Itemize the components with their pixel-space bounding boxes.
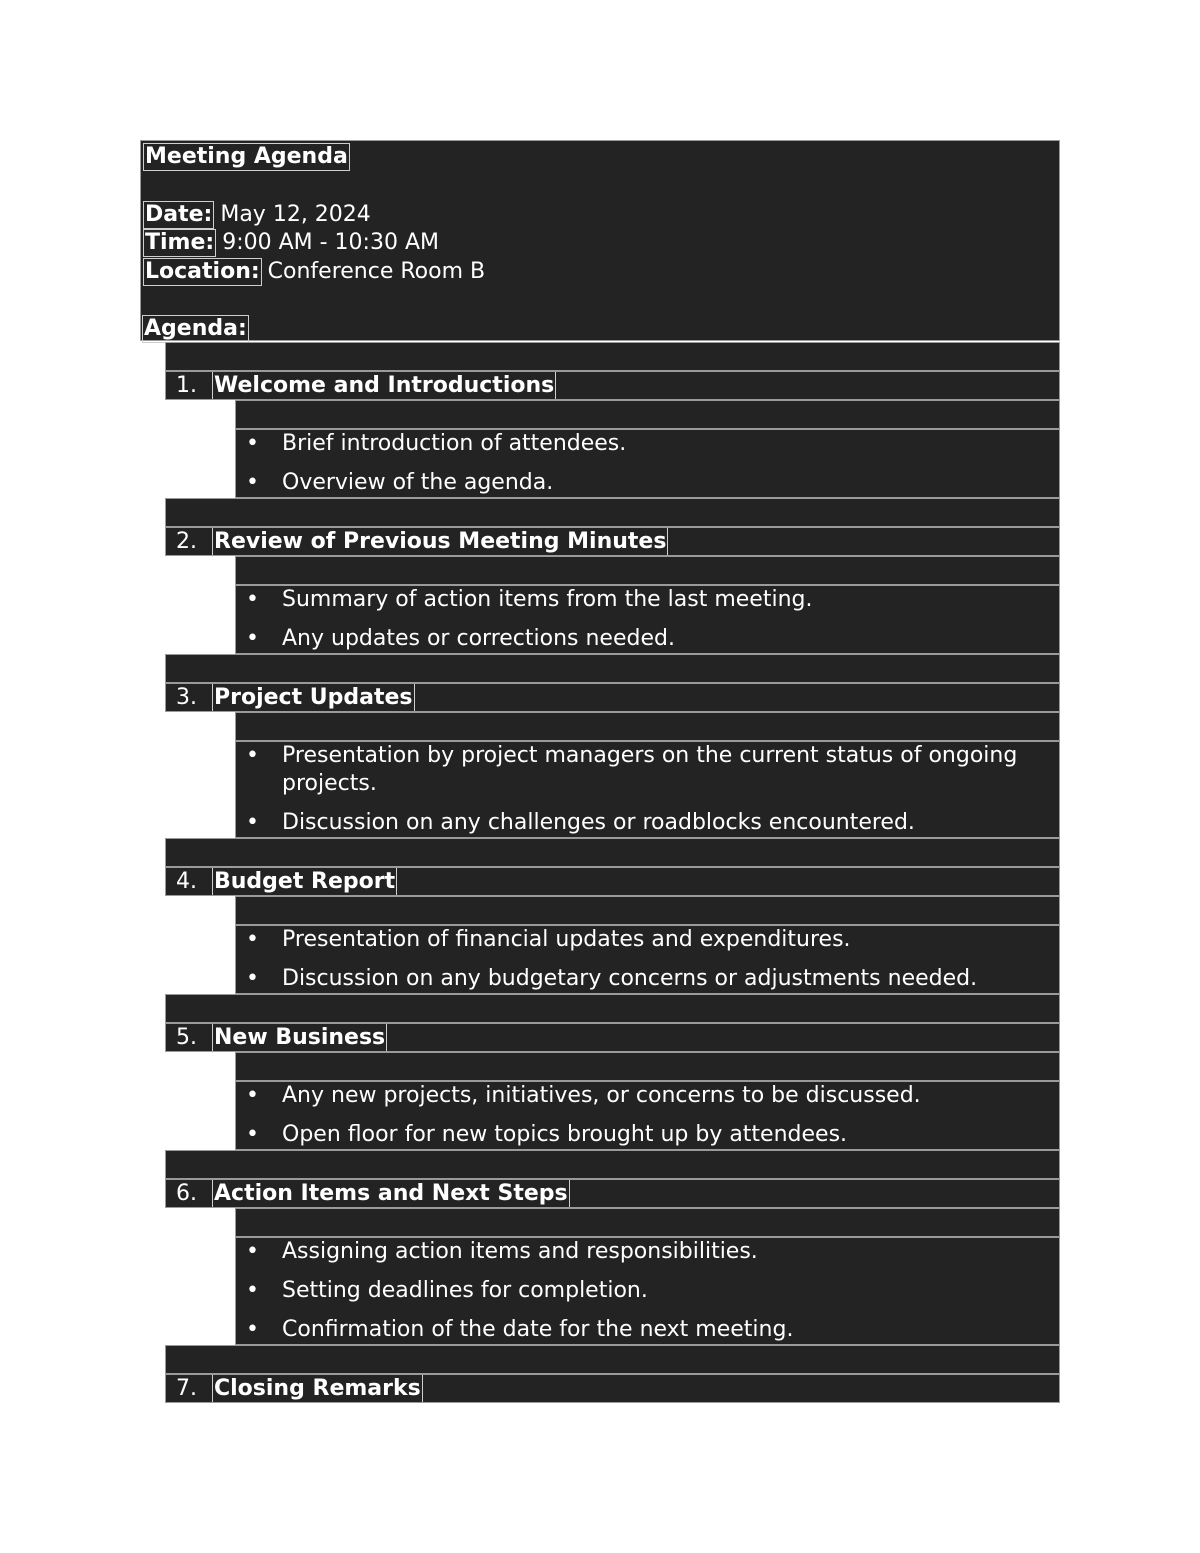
document-title: Meeting Agenda <box>145 144 348 169</box>
agenda-item-2 <box>165 527 1060 556</box>
agenda-item-7 <box>165 1374 1060 1403</box>
list-item-text: Assigning action items and responsibilities. <box>282 1239 758 1264</box>
agenda-item-3 <box>165 683 1060 712</box>
location-value: Conference Room B <box>267 259 486 284</box>
details-spacer <box>235 712 1060 741</box>
list-item <box>236 469 1059 497</box>
date-value: May 12, 2024 <box>220 202 371 227</box>
details-spacer <box>235 556 1060 585</box>
agenda-item-title: Action Items and Next Steps <box>214 1181 568 1206</box>
agenda-heading: Agenda: <box>144 316 247 341</box>
details-spacer <box>235 1208 1060 1237</box>
agenda-item-details <box>235 556 1060 654</box>
list-item-text: Setting deadlines for completion. <box>282 1278 648 1303</box>
list-spacer <box>165 498 1060 527</box>
time-line <box>143 229 439 257</box>
details-spacer <box>235 400 1060 429</box>
bullet-list <box>235 925 1060 994</box>
bullet-icon: • <box>246 1122 259 1147</box>
list-item <box>236 809 1059 837</box>
list-spacer <box>165 994 1060 1023</box>
time-value: 9:00 AM - 10:30 AM <box>222 230 439 255</box>
list-item <box>236 1316 1059 1344</box>
list-spacer <box>165 654 1060 683</box>
list-item-text: Any new projects, initiatives, or concerns to be discussed. <box>282 1083 921 1108</box>
list-item-text: Any updates or corrections needed. <box>282 626 675 651</box>
agenda-item-details <box>235 1052 1060 1150</box>
details-spacer <box>235 896 1060 925</box>
list-item <box>236 742 1059 798</box>
bullet-list <box>235 585 1060 654</box>
list-item-text: Presentation of financial updates and expenditures. <box>282 927 851 952</box>
bullet-icon: • <box>246 626 259 651</box>
list-item-text: Presentation by project managers on the current status of ongoing projects. <box>282 743 1018 796</box>
location-label: Location: <box>145 259 260 284</box>
bullet-icon: • <box>246 470 259 495</box>
agenda-item-title: Welcome and Introductions <box>214 373 555 398</box>
agenda-item-number: 7. <box>176 1376 197 1401</box>
agenda-item-title: Project Updates <box>214 685 413 710</box>
agenda-item-title: Review of Previous Meeting Minutes <box>214 529 667 554</box>
bullet-icon: • <box>246 1239 259 1264</box>
date-line <box>143 201 371 229</box>
bullet-icon: • <box>246 431 259 456</box>
time-label: Time: <box>145 230 215 255</box>
list-item <box>236 430 1059 458</box>
list-item-text: Open floor for new topics brought up by attendees. <box>282 1122 848 1147</box>
document <box>140 140 1060 1401</box>
agenda-item-6 <box>165 1179 1060 1208</box>
agenda-item-number: 1. <box>176 373 197 398</box>
date-label: Date: <box>145 202 213 227</box>
list-item-text: Confirmation of the date for the next meeting. <box>282 1317 794 1342</box>
bullet-icon: • <box>246 1083 259 1108</box>
list-item <box>236 1121 1059 1149</box>
agenda-item-number: 4. <box>176 869 197 894</box>
agenda-item-details <box>235 712 1060 838</box>
agenda-item-number: 6. <box>176 1181 197 1206</box>
meeting-header <box>140 140 1060 341</box>
bullet-icon: • <box>246 966 259 991</box>
list-spacer <box>165 342 1060 371</box>
list-spacer <box>165 1150 1060 1179</box>
agenda-item-number: 5. <box>176 1025 197 1050</box>
list-item <box>236 1277 1059 1305</box>
bullet-icon: • <box>246 927 259 952</box>
bullet-icon: • <box>246 810 259 835</box>
bullet-icon: • <box>246 1317 259 1342</box>
agenda-item-details <box>235 400 1060 498</box>
bullet-list <box>235 1081 1060 1150</box>
agenda-item-title: New Business <box>214 1025 386 1050</box>
list-item <box>236 625 1059 653</box>
list-item <box>236 926 1059 954</box>
agenda-item-1 <box>165 371 1060 400</box>
list-item-text: Discussion on any challenges or roadblocks encountered. <box>282 810 915 835</box>
agenda-item-4 <box>165 867 1060 896</box>
bullet-icon: • <box>246 587 259 612</box>
bullet-icon: • <box>246 1278 259 1303</box>
list-item <box>236 586 1059 614</box>
list-item <box>236 965 1059 993</box>
bullet-list <box>235 741 1060 838</box>
list-item-text: Overview of the agenda. <box>282 470 554 495</box>
agenda-item-number: 2. <box>176 529 197 554</box>
list-item <box>236 1082 1059 1110</box>
agenda-item-number: 3. <box>176 685 197 710</box>
bullet-list <box>235 1237 1060 1345</box>
bullet-icon: • <box>246 743 259 768</box>
agenda-item-title: Closing Remarks <box>214 1376 421 1401</box>
agenda-item-details <box>235 896 1060 994</box>
details-spacer <box>235 1052 1060 1081</box>
list-spacer <box>165 838 1060 867</box>
list-spacer <box>165 1345 1060 1374</box>
list-item-text: Brief introduction of attendees. <box>282 431 627 456</box>
list-item <box>236 1238 1059 1266</box>
bullet-list <box>235 429 1060 498</box>
agenda-list <box>165 342 1060 1403</box>
list-item-text: Discussion on any budgetary concerns or adjustments needed. <box>282 966 978 991</box>
agenda-item-5 <box>165 1023 1060 1052</box>
list-item-text: Summary of action items from the last meeting. <box>282 587 813 612</box>
agenda-item-details <box>235 1208 1060 1345</box>
agenda-item-title: Budget Report <box>214 869 396 894</box>
location-line <box>143 258 485 286</box>
